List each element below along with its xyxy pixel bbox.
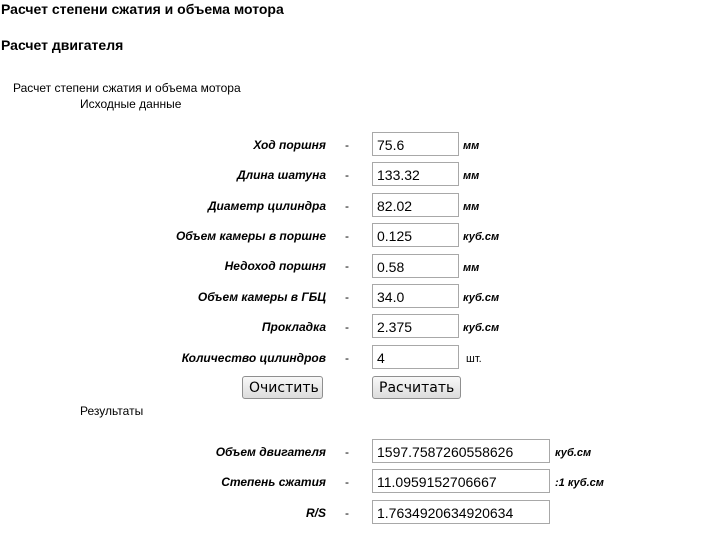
rod-stroke-ratio-label: R/S xyxy=(305,506,326,520)
rod-length-label: Длина шатуна xyxy=(236,168,326,182)
separator-dash: - xyxy=(345,168,349,182)
compression-ratio-output[interactable] xyxy=(372,469,550,493)
separator-dash: - xyxy=(345,138,349,152)
head-chamber-volume-label: Объем камеры в ГБЦ xyxy=(197,290,326,304)
piston-chamber-volume-input[interactable] xyxy=(372,223,459,247)
gasket-unit: куб.см xyxy=(463,322,500,334)
piston-chamber-volume-label: Объем камеры в поршне xyxy=(175,229,326,243)
cylinder-count-input[interactable] xyxy=(372,345,459,369)
head-chamber-volume-unit: куб.см xyxy=(463,292,500,304)
bore-input[interactable] xyxy=(372,193,459,217)
separator-dash: - xyxy=(345,320,349,334)
deck-clearance-input[interactable] xyxy=(372,254,459,278)
rod-stroke-ratio-output[interactable] xyxy=(372,500,550,524)
section-title: Расчет двигателя xyxy=(1,37,124,53)
separator-dash: - xyxy=(345,259,349,273)
head-chamber-volume-input[interactable] xyxy=(372,284,459,308)
page-title: Расчет степени сжатия и объема мотора xyxy=(1,1,284,17)
piston-chamber-volume-unit: куб.см xyxy=(463,231,500,243)
separator-dash: - xyxy=(345,229,349,243)
gasket-label: Прокладка xyxy=(261,320,326,334)
cylinder-count-unit: шт. xyxy=(466,353,482,365)
separator-dash: - xyxy=(345,351,349,365)
results-header: Результаты xyxy=(80,404,144,418)
separator-dash: - xyxy=(345,506,349,520)
displacement-label: Объем двигателя xyxy=(215,445,326,459)
bore-unit: мм xyxy=(463,201,480,213)
displacement-output[interactable] xyxy=(372,439,550,463)
separator-dash: - xyxy=(345,290,349,304)
bore-label: Диаметр цилиндра xyxy=(207,199,326,213)
deck-clearance-label: Недоход поршня xyxy=(224,259,326,273)
rod-length-input[interactable] xyxy=(372,162,459,186)
input-data-header: Исходные данные xyxy=(80,97,182,111)
compression-ratio-unit: :1 куб.см xyxy=(555,477,604,489)
separator-dash: - xyxy=(345,445,349,459)
clear-button[interactable]: Очистить xyxy=(242,376,323,399)
separator-dash: - xyxy=(345,475,349,489)
rod-length-unit: мм xyxy=(463,170,480,182)
deck-clearance-unit: мм xyxy=(463,262,480,274)
separator-dash: - xyxy=(345,199,349,213)
calculate-button[interactable]: Расчитать xyxy=(372,376,461,399)
stroke-input[interactable] xyxy=(372,132,459,156)
stroke-label: Ход поршня xyxy=(253,138,326,152)
displacement-unit: куб.см xyxy=(555,447,592,459)
compression-ratio-label: Степень сжатия xyxy=(221,475,326,489)
gasket-input[interactable] xyxy=(372,314,459,338)
stroke-unit: мм xyxy=(463,140,480,152)
cylinder-count-label: Количество цилиндров xyxy=(181,351,326,365)
form-title: Расчет степени сжатия и объема мотора xyxy=(13,81,241,95)
